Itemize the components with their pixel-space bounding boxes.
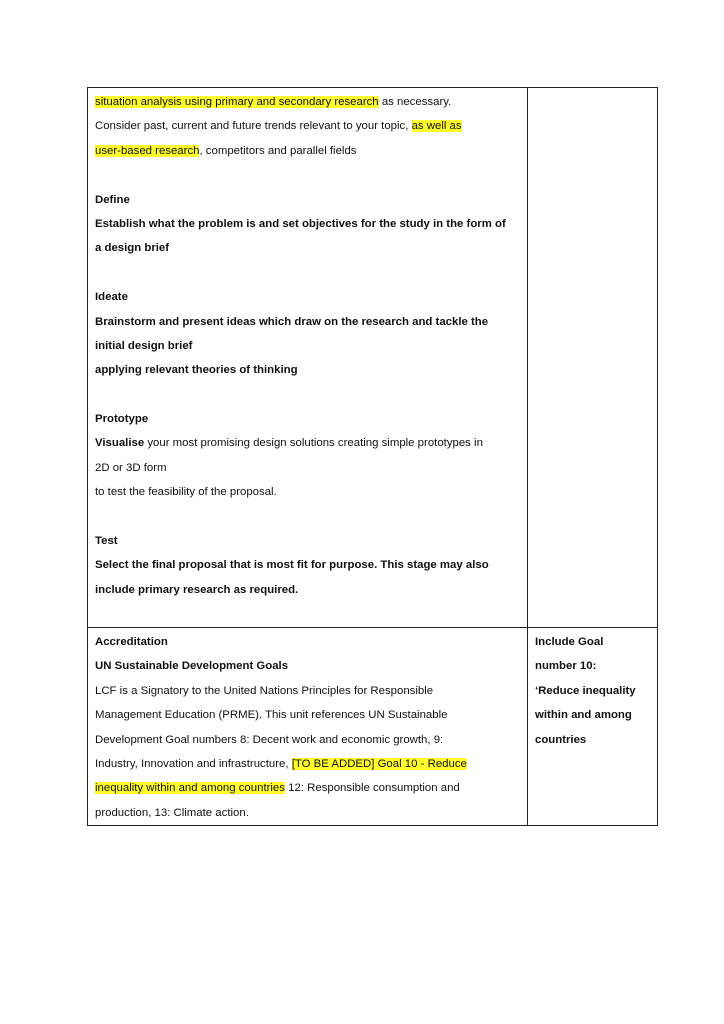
accreditation-line-5: inequality within and among countries 12: Responsible consumption and (95, 782, 460, 795)
test-heading: Test (95, 535, 118, 548)
accreditation-line-3: Development Goal numbers 8: Decent work and economic growth, 9: (95, 733, 444, 746)
comment-line-4: within and among (535, 709, 632, 722)
comment-line-3: ‘Reduce inequality (535, 684, 636, 697)
ideate-line-2: initial design brief (95, 339, 193, 352)
prototype-line-2: 2D or 3D form (95, 461, 167, 474)
comment-line-5: countries (535, 733, 587, 746)
prototype-line-1: Visualise your most promising design solutions creating simple prototypes in (95, 437, 483, 450)
accreditation-line-4: Industry, Innovation and infrastructure, [TO BE ADDED] Goal 10 - Reduce (95, 757, 467, 770)
intro-line-3: user-based research, competitors and parallel fields (95, 144, 357, 157)
accreditation-comment-cell (528, 628, 658, 826)
intro-line-2: Consider past, current and future trends relevant to your topic, as well as (95, 120, 462, 133)
design-process-cell (88, 88, 528, 628)
accreditation-heading: Accreditation (95, 636, 168, 648)
accreditation-cell (88, 628, 528, 826)
accreditation-row (88, 628, 658, 826)
ideate-heading: Ideate (95, 291, 128, 304)
sdg-subheading: UN Sustainable Development Goals (95, 660, 289, 673)
accreditation-line-1: LCF is a Signatory to the United Nations Principles for Responsible (95, 684, 434, 697)
test-line-2: include primary research as required. (95, 583, 299, 596)
prototype-heading: Prototype (95, 413, 149, 426)
comment-line-2: number 10: (535, 660, 597, 673)
design-process-row (88, 88, 658, 628)
unit-descriptor-table (87, 87, 658, 826)
highlighted-text: situation analysis using primary and secondary research (95, 96, 379, 108)
highlighted-text: as well as (411, 120, 462, 133)
highlighted-text: inequality within and among countries (95, 782, 285, 795)
intro-line-1: situation analysis using primary and secondary research as necessary. (95, 96, 452, 108)
define-heading: Define (95, 193, 130, 206)
define-line-2: a design brief (95, 242, 170, 255)
design-process-comment-cell (528, 88, 658, 628)
highlighted-text: [TO BE ADDED] Goal 10 - Reduce (291, 757, 467, 770)
accreditation-line-2: Management Education (PRME). This unit references UN Sustainable (95, 709, 448, 722)
comment-line-1: Include Goal (535, 636, 604, 648)
define-line-1: Establish what the problem is and set objectives for the study in the form of (95, 217, 506, 230)
test-line-1: Select the final proposal that is most fit for purpose. This stage may also (95, 559, 489, 572)
ideate-line-3: applying relevant theories of thinking (95, 364, 298, 377)
accreditation-line-6: production, 13: Climate action. (95, 806, 249, 819)
highlighted-text: user-based research (95, 144, 200, 157)
prototype-line-3: to test the feasibility of the proposal. (95, 486, 277, 499)
ideate-line-1: Brainstorm and present ideas which draw on the research and tackle the (95, 315, 489, 328)
